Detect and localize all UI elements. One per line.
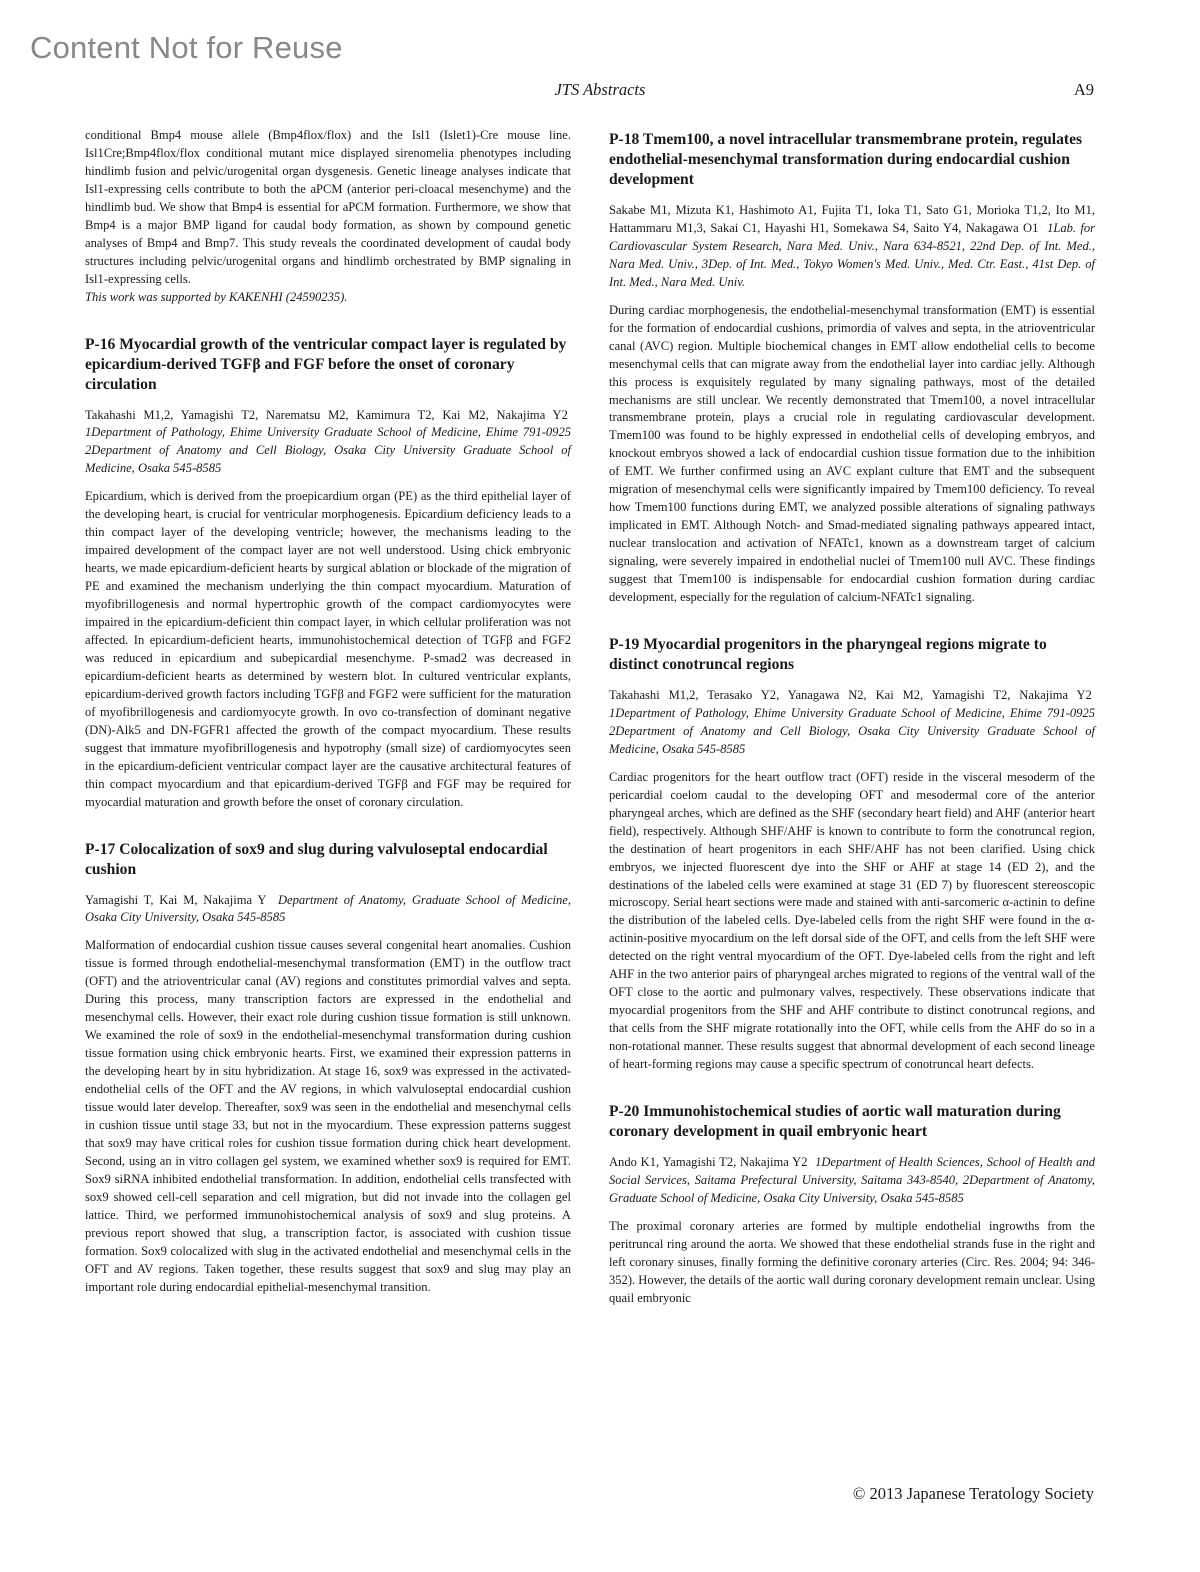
abstract-p17 [85, 840, 571, 1297]
abstract-p16 [85, 335, 571, 812]
author-list: Takahashi M1,2, Yamagishi T2, Narematsu M2, Kamimura T2, Kai M2, Nakajima Y2 [85, 407, 568, 422]
watermark: Content Not for Reuse [30, 30, 343, 65]
affiliation: 1Lab. for Cardiovascular System Research, Nara Med. Univ., Nara 634-8521, 22nd Dep. of Int. Med., Nara Med. Univ., 3Dep. of Int. Med., Tokyo Women's Med. Univ., Med. Ctr. East., 41st Dep. of Int. Med., Nara Med. Univ. [609, 220, 1095, 289]
abstract-authors [609, 687, 1095, 759]
author-list: Takahashi M1,2, Terasako Y2, Yanagawa N2, Kai M2, Yamagishi T2, Nakajima Y2 [609, 687, 1092, 702]
abstract-title: P-16 Myocardial growth of the ventricular compact layer is regulated by epicardium-derived TGFβ and FGF before the onset of coronary circulation [85, 335, 567, 393]
abstract-authors [609, 1154, 1095, 1208]
abstract-authors [85, 892, 571, 928]
page-number: A9 [1073, 80, 1094, 99]
abstract-p18 [609, 130, 1095, 607]
abstract-body: Cardiac progenitors for the heart outflow tract (OFT) reside in the visceral mesoderm of the pericardial coelom caudal to the developing OFT and mesodermal core of the anterior pharyngeal arches, which are defined as the SHF (secondary heart field) and AHF (anterior heart field), respectively. Although SHF/AHF is known to contribute to form the conotruncal region, the destination of heart progenitors in each SHF/AHF has not been clarified. Using chick embryos, we injected fluorescent dye into the SHF or AHF at stage 14 (ED 2), and the destinations of the labeled cells were examined at stage 31 (ED 7) by fluorescent stereoscopic microscopy. Serial heart sections were made and stained with anti-sarcomeric α-actinin to define the distribution of the labeled cells. Dye-labeled cells from the right SHF were found in the α-actinin-positive myocardium on the left dorsal side of the OFT, and cells from the left SHF were detected on the right ventral myocardium of the OFT. Dye-labeled cells from the right and left AHF in the two anterior pairs of pharyngeal arches migrated to regions of the ventral wall of the OFT close to the aortic and pulmonary valves, respectively. These observations indicate that myocardial progenitors from the SHF and AHF contribute to distinct conotruncal regions, and that cells from the SHF migrate rotationally into the OFT, while cells from the AHF do so in a non-rotational manner. These results suggest that abnormal development of each second lineage of heart-forming regions may cause a specific spectrum of conotruncal heart defects. [609, 769, 1095, 1072]
abstract-body: The proximal coronary arteries are formed by multiple endothelial ingrowths from the peritruncal ring around the aorta. We showed that these endothelial strands fuse in the right and left coronary sinuses, finally forming the definitive coronary arteries (Circ. Res. 2004; 94: 346-352). However, the details of the aortic wall during coronary development remain unclear. Using quail embryonic [609, 1218, 1095, 1305]
affiliation: 1Department of Pathology, Ehime University Graduate School of Medicine, Ehime 791-0925 2Department of Anatomy and Cell Biology, Osaka City University Graduate School of Medicine, Osaka 545-8585 [85, 425, 571, 476]
abstract-authors [85, 407, 571, 479]
author-list: Yamagishi T, Kai M, Nakajima Y [85, 892, 267, 907]
abstract-p20 [609, 1102, 1095, 1308]
right-column [609, 130, 1095, 1308]
continuation-text: conditional Bmp4 mouse allele (Bmp4flox/flox) and the Isl1 (Islet1)-Cre mouse line. Isl1Cre;Bmp4flox/flox conditional mutant mice displayed sirenomelia phenotypes including hindlimb fusion and pelvic/urogenital organ dysgenesis. Genetic lineage analyses indicate that Isl1-expressing cells contribute to both the aPCM (anterior peri-cloacal mesenchyme) and the hindlimb bud. We show that Bmp4 is essential for aPCM formation. Furthermore, we show that Bmp4 is a major BMP ligand for caudal body formation, as shown by compound genetic analyses of Bmp4 and Bmp7. This study reveals the coordinated development of caudal body structures including pelvic/urogenital organs and hindlimb orchestrated by BMP signaling in Isl1-expressing cells. [85, 128, 571, 286]
author-list: Sakabe M1, Mizuta K1, Hashimoto A1, Fujita T1, Ioka T1, Sato G1, Morioka T1,2, Ito M1, Hattammaru M1,3, Sakai C1, Hayashi H1, Somekawa S4, Saito Y4, Nakagawa O1 [609, 203, 1095, 235]
affiliation: 1Department of Health Sciences, School of Health and Social Services, Saitama Prefectural University, Saitama 343-8540, 2Department of Anatomy, Graduate School of Medicine, Osaka City University, Osaka 545-8585 [609, 1154, 1096, 1205]
affiliation: 1Department of Pathology, Ehime University Graduate School of Medicine, Ehime 791-0925 2Department of Anatomy and Cell Biology, Osaka City University Graduate School of Medicine, Osaka 545-8585 [609, 705, 1095, 756]
author-list: Ando K1, Yamagishi T2, Nakajima Y2 [609, 1154, 808, 1169]
abstract-body: During cardiac morphogenesis, the endothelial-mesenchymal transformation (EMT) is essential for the formation of endocardial cushions, primordia of valves and septa, in the atrioventricular canal (AVC) region. Multiple biochemical changes in EMT allow endothelial cells to become mesenchymal cells that can migrate away from the endothelial layer into cardiac jelly. Although this process is exquisitely regulated by many signaling pathways, most of the detailed mechanisms are still unclear. We recently demonstrated that Tmem100, a novel intracellular transmembrane protein, plays a crucial role in regulating cardiovascular development. Tmem100 was found to be highly expressed in endothelial cells of developing embryos, and knockout embryos showed a lack of endocardial cushion tissue formation due to the inhibition of EMT. We further confirmed using an AVC explant culture that EMT and the subsequent migration of mesenchymal cells were significantly impaired by Tmem100 deficiency. To reveal how Tmem100 functions during EMT, we analyzed possible alterations of signaling pathways implicated in EMT. Although Notch- and Smad-mediated signaling pathways appeared intact, nuclear translocation and activation of NFATc1, known as a downstream target of calcium signaling, were severely impaired in endothelial nuclei of Tmem100 null AVC. These findings suggest that Tmem100 is indispensable for endocardial cushion formation during cardiac development, especially for the regulation of calcium-NFATc1 signaling. [609, 302, 1095, 605]
funding-note: This work was supported by KAKENHI (24590235). [85, 289, 348, 304]
abstract-body: Epicardium, which is derived from the proepicardium organ (PE) as the third epithelial layer of the developing heart, is crucial for ventricular morphogenesis. Epicardium deficiency leads to a thin compact layer of the developing ventricle; however, the mechanisms leading to the impaired development of the compact layer are not well understood. Using chick embryonic hearts, we made epicardium-deficient hearts by surgical ablation or blockade of the migration of PE and examined the mechanism underlying the thin compact myocardium. Maturation of myofibrillogenesis and normal hypertrophic growth of the compact cardiomyocytes were impaired in the epicardium-deficient thin compact layer, in which cellular proliferation was not affected. In epicardium-deficient hearts, immunohistochemical detection of TGFβ and FGF2 was reduced in epicardium and subepicardial mesenchyme. P-smad2 was decreased in epicardium-deficient hearts as determined by western blot. In cultured ventricular explants, epicardium-derived growth factors including TGFβ and FGF2 were sufficient for the maturation of myofibrillogenesis and cardiomyocyte growth. In ovo co-transfection of dominant negative (DN)-Alk5 and DN-FGFR1 affected the growth of the compact myocardium. These results suggest that immature myofibrillogenesis and hypotrophy (small size) of cardiomyocytes seen in the epicardium-deficient ventricular compact layer are the causative architectural features of thin compact myocardium and that epicardium-derived TGFβ and FGF may be required for myocardial maturation and growth before the onset of coronary circulation. [85, 489, 571, 809]
affiliation: Department of Anatomy, Graduate School of Medicine, Osaka City University, Osaka 545-8585 [85, 892, 571, 925]
abstract-title: P-17 Colocalization of sox9 and slug during valvuloseptal endocardial cushion [85, 840, 548, 878]
abstract-body: Malformation of endocardial cushion tissue causes several congenital heart anomalies. Cushion tissue is formed through endothelial-mesenchymal transformation (EMT) in the outflow tract (OFT) and the atrioventricular canal (AV) regions and constitutes primordial valves and septa. During this process, many transcription factors are expressed in the endothelial and mesenchymal cells. However, their exact role during cushion tissue formation is still unknown. We examined the role of sox9 in the endothelial-mesenchymal transformation during cushion tissue formation using chick embryonic hearts. First, we examined their expression patterns in the developing heart by in situ hybridization. At stage 16, sox9 was expressed in the activated-endothelial cells of the OFT and the AV regions, in which valvuloseptal endocardial cushion tissue would later develop. Thereafter, sox9 was seen in the endothelial and mesenchymal cells in cushion tissue until stage 33, but not in the myocardium. These expression patterns suggest that sox9 may have critical roles for cushion tissue formation during chick heart development. Second, using an in vitro collagen gel system, we examined whether sox9 is required for EMT. Sox9 siRNA inhibited endothelial transformation. In addition, endothelial cells transfected with sox9 showed cell-cell separation and cell migration, but did not invade into the collagen gel lattice. Third, we performed immunohistochemical analysis of sox9 and slug proteins. A previous report showed that slug, a transcription factor, is associated with cushion tissue formation. Sox9 colocalized with slug in the activated endothelial and mesenchymal cells in the OFT and AV regions. Taken together, these results suggest that sox9 and slug may play an important role during endocardial epithelial-mesenchymal transition. [85, 938, 571, 1294]
abstract-p19 [609, 635, 1095, 1074]
abstract-title: P-20 Immunohistochemical studies of aortic wall maturation during coronary development in quail embryonic heart [609, 1102, 1061, 1140]
abstract-title: P-18 Tmem100, a novel intracellular transmembrane protein, regulates endothelial-mesenchymal transformation during endocardial cushion development [609, 131, 1083, 188]
abstract-authors [609, 202, 1095, 292]
left-column [85, 127, 571, 1296]
copyright-footer: © 2013 Japanese Teratology Society [852, 1484, 1094, 1503]
abstract-title: P-19 Myocardial progenitors in the pharyngeal regions migrate to distinct conotruncal regions [609, 635, 1047, 673]
journal-header: JTS Abstracts [554, 80, 646, 99]
